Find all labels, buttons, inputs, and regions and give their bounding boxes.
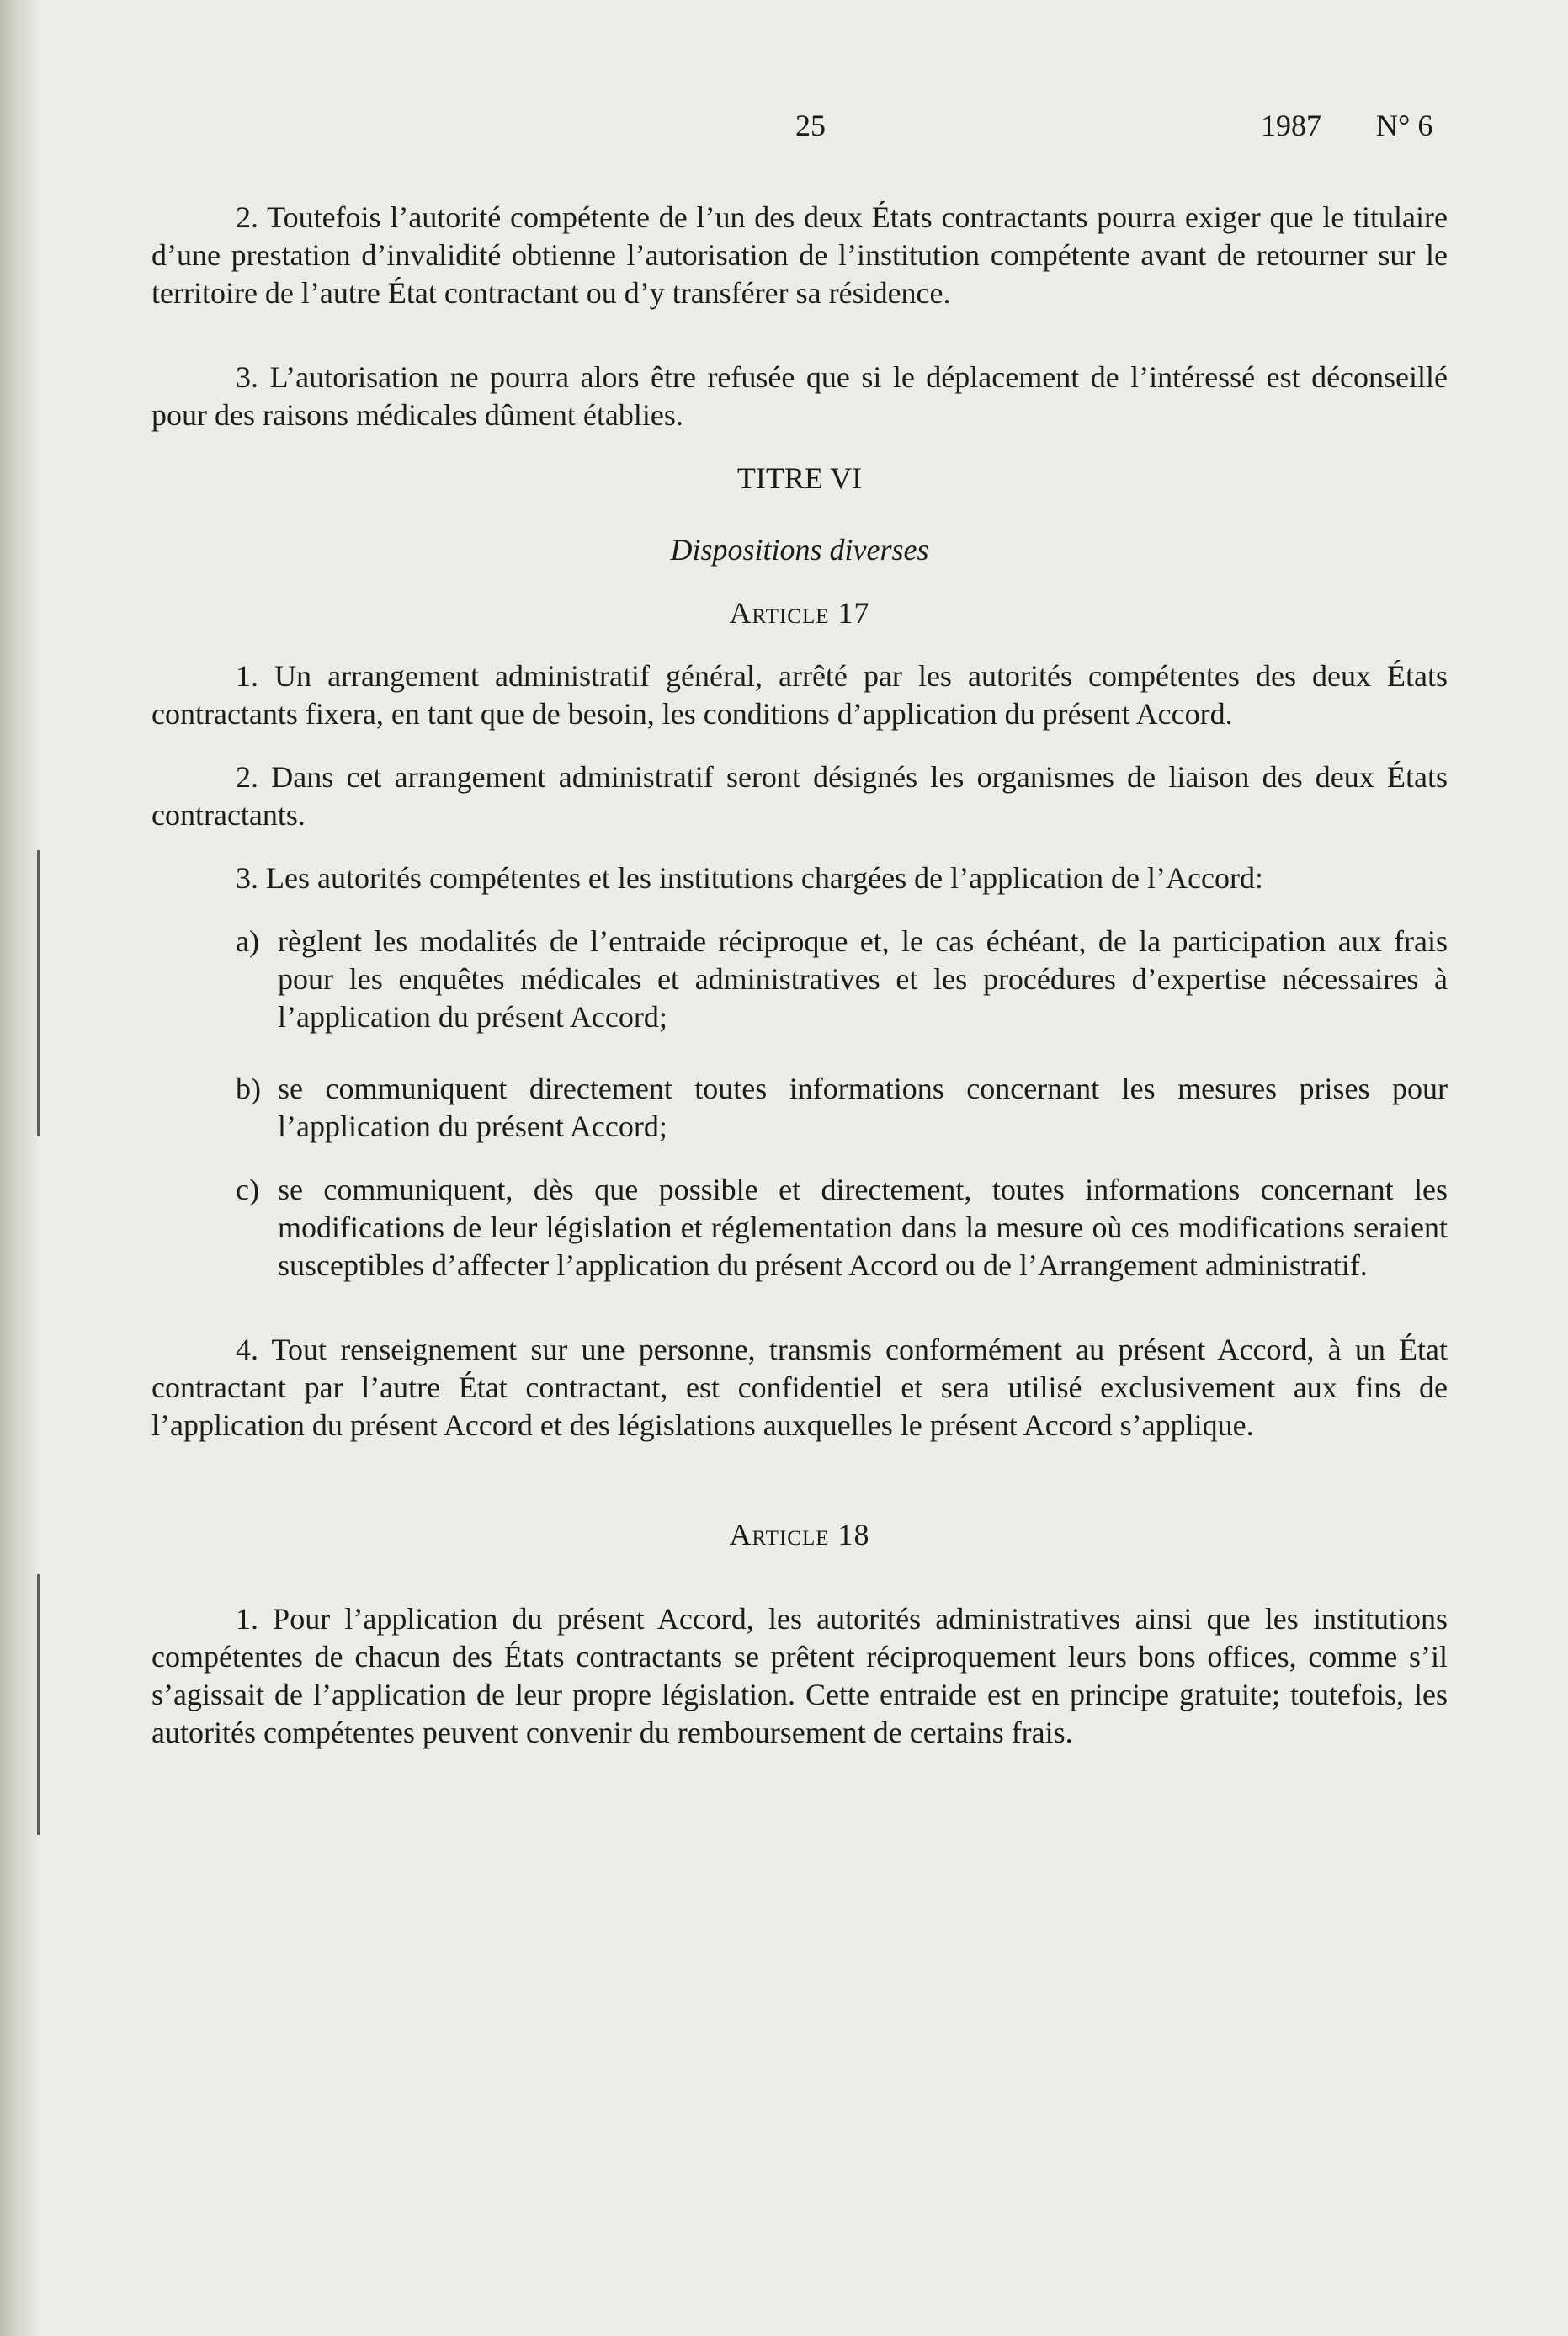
article-17-paragraph-4: 4. Tout renseignement sur une personne, transmis conformément au présent Accord, à un État contractant par l’autre État contractant, est confidentiel et sera utilisé exclusivement aux fins de l’application du présent Accord et des législations auxquelles le présent Accord s’applique.: [151, 1333, 1448, 1442]
binding-edge-lower: [37, 1574, 40, 1835]
section-subtitle: Dispositions diverses: [670, 533, 929, 567]
header-issue: N° 6: [1376, 109, 1433, 142]
list-text: se communiquent directement toutes informations concernant les mesures prises pour l’application du présent Accord;: [278, 1072, 1448, 1143]
article-17-paragraph-2: 2. Dans cet arrangement administratif seront désignés les organismes de liaison des deux États contractants.: [151, 760, 1448, 832]
list-item-c: [151, 1171, 1448, 1285]
document-page: [151, 0, 1448, 2336]
paragraph-2: 2. Toutefois l’autorité compétente de l’un des deux États contractants pourra exiger que le titulaire d’une prestation d’invalidité obtienne l’autorisation de l’institution compétente avant de retourner sur le territoire de l’autre État contractant ou d’y transférer sa résidence.: [151, 200, 1448, 310]
article-18-heading: Article 18: [729, 1518, 870, 1551]
running-header: [151, 108, 1448, 148]
binding-gutter: [0, 0, 37, 2336]
article-17-heading: Article 17: [729, 596, 870, 630]
article-18-paragraph-1: 1. Pour l’application du présent Accord, les autorités administratives ainsi que les institutions compétentes de chacun des États contractants se prêtent réciproquement leurs bons offices, comme s’il s’agissait de l’application de leur propre législation. Cette entraide est en principe gratuite; toutefois, les autorités compétentes peuvent convenir du remboursement de certains frais.: [151, 1602, 1448, 1749]
paragraph-3: 3. L’autorisation ne pourra alors être refusée que si le déplacement de l’intéressé est déconseillé pour des raisons médicales dûment établies.: [151, 360, 1448, 432]
list-item-a: [151, 923, 1448, 1036]
list-label: c): [236, 1173, 259, 1206]
article-17-paragraph-3: 3. Les autorités compétentes et les institutions chargées de l’application de l’Accord:: [236, 861, 1263, 895]
list-text: règlent les modalités de l’entraide réciproque et, le cas échéant, de la participation aux frais pour les enquêtes médicales et administratives et les procédures d’expertise nécessaires à l’application du présent Accord;: [278, 924, 1448, 1034]
list-text: se communiquent, dès que possible et directement, toutes informations concernant les modifications de leur législation et réglementation dans la mesure où ces modifications seraient susceptibles d’affecter l’application du présent Accord ou de l’Arrangement administratif.: [278, 1173, 1448, 1282]
list-item-b: [151, 1070, 1448, 1146]
article-17-paragraph-1: 1. Un arrangement administratif général, arrêté par les autorités compétentes des deux États contractants fixera, en tant que de besoin, les conditions d’application du présent Accord.: [151, 659, 1448, 731]
list-label: a): [236, 924, 259, 958]
page-number: 25: [795, 109, 826, 142]
header-year: 1987: [1261, 109, 1321, 142]
document-body: [151, 199, 1448, 1752]
binding-edge-upper: [37, 850, 40, 1136]
section-title: TITRE VI: [736, 461, 863, 495]
list-label: b): [236, 1072, 261, 1105]
